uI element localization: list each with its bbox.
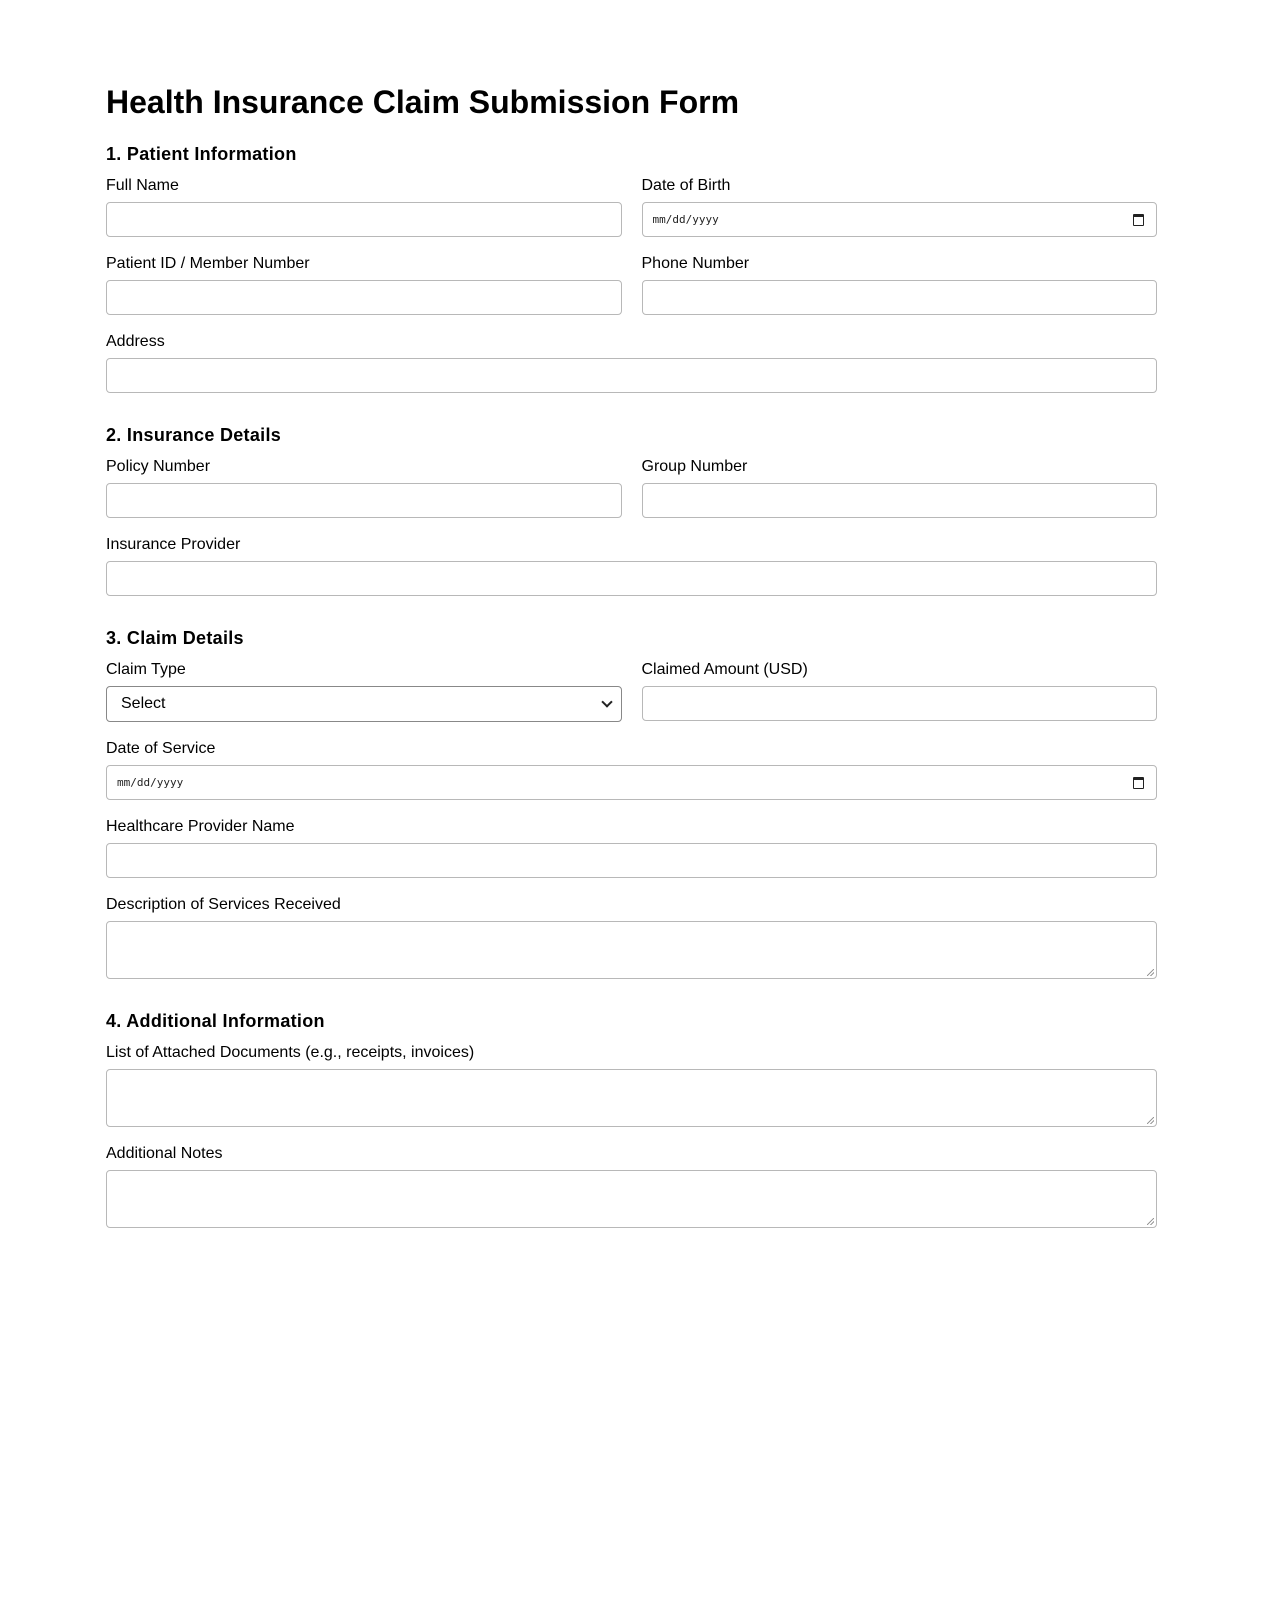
group-number-input[interactable]: [642, 483, 1158, 518]
full-name-input[interactable]: [106, 202, 622, 237]
claim-type-value: Select: [121, 695, 166, 712]
section-heading: 2. Insurance Details: [106, 425, 282, 445]
notes-label: Additional Notes: [106, 1145, 223, 1162]
resize-handle-icon[interactable]: [1147, 1218, 1154, 1225]
patient-id-label: Patient ID / Member Number: [106, 255, 310, 272]
attachments-label: List of Attached Documents (e.g., receipts, invoices): [106, 1044, 475, 1061]
date-of-service-label: Date of Service: [106, 740, 216, 757]
dob-label: Date of Birth: [641, 177, 731, 194]
address-input[interactable]: [106, 358, 1157, 393]
claimed-amount-input[interactable]: [642, 686, 1158, 721]
section-patient-information: [106, 143, 1157, 393]
section-heading: 1. Patient Information: [106, 144, 297, 164]
calendar-icon[interactable]: [1133, 777, 1144, 789]
section-additional-information: [106, 1010, 1157, 1228]
section-claim-details: [106, 627, 1157, 979]
description-textarea[interactable]: [106, 921, 1157, 979]
policy-number-label: Policy Number: [106, 458, 211, 475]
date-of-service-input[interactable]: [106, 765, 1157, 800]
resize-handle-icon[interactable]: [1147, 1117, 1154, 1124]
dob-date-input[interactable]: [642, 202, 1158, 237]
dob-placeholder: mm/dd/yyyy: [652, 213, 719, 226]
policy-number-input[interactable]: [106, 483, 622, 518]
claim-form: [106, 0, 1157, 1228]
insurance-provider-label: Insurance Provider: [106, 536, 241, 553]
dos-placeholder: mm/dd/yyyy: [117, 776, 184, 789]
phone-input[interactable]: [642, 280, 1158, 315]
description-label: Description of Services Received: [106, 896, 341, 913]
healthcare-provider-label: Healthcare Provider Name: [106, 818, 295, 835]
section-insurance-details: [106, 424, 1157, 596]
claim-type-label: Claim Type: [106, 661, 186, 678]
address-label: Address: [106, 333, 165, 350]
chevron-down-icon: [601, 696, 612, 707]
group-number-label: Group Number: [641, 458, 748, 475]
notes-textarea[interactable]: [106, 1170, 1157, 1228]
phone-label: Phone Number: [641, 255, 750, 272]
healthcare-provider-input[interactable]: [106, 843, 1157, 878]
resize-handle-icon[interactable]: [1147, 969, 1154, 976]
page-title: Health Insurance Claim Submission Form: [106, 84, 740, 120]
calendar-icon[interactable]: [1133, 214, 1144, 226]
claim-type-select[interactable]: [106, 686, 622, 722]
claimed-amount-label: Claimed Amount (USD): [641, 661, 808, 678]
section-heading: 4. Additional Information: [106, 1011, 325, 1031]
full-name-label: Full Name: [106, 177, 179, 194]
patient-id-input[interactable]: [106, 280, 622, 315]
insurance-provider-input[interactable]: [106, 561, 1157, 596]
section-heading: 3. Claim Details: [106, 628, 244, 648]
attachments-textarea[interactable]: [106, 1069, 1157, 1127]
